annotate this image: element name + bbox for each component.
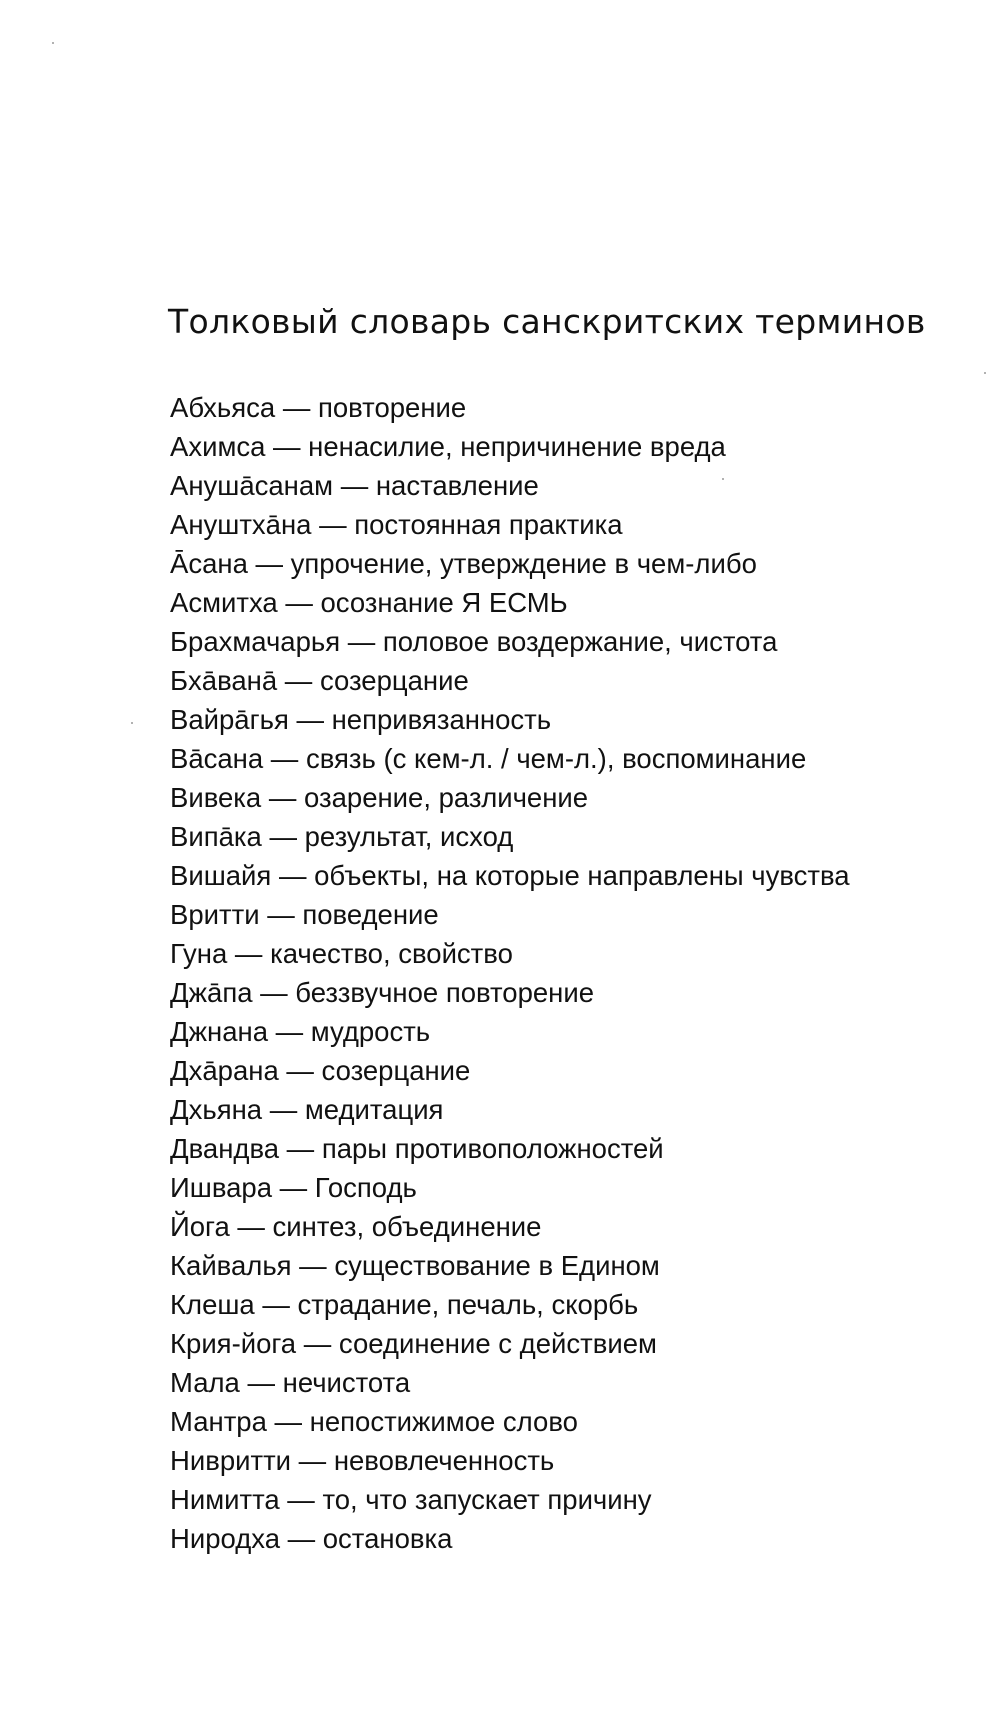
glossary-entry: Анушāсанам — наставление: [170, 470, 539, 501]
glossary-entry: Ануштхāна — постоянная практика: [170, 509, 623, 540]
glossary-entry: Асмитха — осознание Я ЕСМЬ: [170, 587, 568, 618]
glossary-entry: Дхьяна — медитация: [170, 1094, 444, 1125]
glossary-list: [170, 388, 970, 1558]
glossary-entry: Кайвалья — существование в Едином: [170, 1250, 660, 1281]
glossary-entry: Джнана — мудрость: [170, 1016, 431, 1047]
glossary-entry: Нимитта — то, что запускает причину: [170, 1484, 652, 1515]
glossary-entry: Ишвара — Господь: [170, 1172, 417, 1203]
glossary-entry: Джāпа — беззвучное повторение: [170, 977, 595, 1008]
glossary-entry: Гуна — качество, свойство: [170, 938, 513, 969]
glossary-entry: Крия-йога — соединение с действием: [170, 1328, 657, 1359]
glossary-entry: Клеша — страдание, печаль, скорбь: [170, 1289, 639, 1320]
glossary-entry: Йога — синтез, объединение: [170, 1211, 542, 1242]
page-title: Толковый словарь санскритских терминов: [168, 302, 926, 341]
glossary-entry: Мантра — непостижимое слово: [170, 1406, 578, 1437]
glossary-entry: Брахмачарья — половое воздержание, чистота: [170, 626, 778, 657]
scan-speck: [52, 42, 54, 44]
scan-speck: [984, 372, 986, 374]
glossary-entry: Вритти — поведение: [170, 899, 439, 930]
glossary-entry: Абхьяса — повторение: [170, 392, 467, 423]
glossary-entry: Ниродха — остановка: [170, 1523, 453, 1554]
glossary-entry: Ахимса — ненасилие, непричинение вреда: [170, 431, 726, 462]
glossary-entry: Вайрāгья — непривязанность: [170, 704, 552, 735]
glossary-entry: Вишайя — объекты, на которые направлены чувства: [170, 860, 850, 891]
glossary-entry: Мала — нечистота: [170, 1367, 411, 1398]
glossary-entry: Дхāрана — созерцание: [170, 1055, 471, 1086]
glossary-entry: Двандва — пары противоположностей: [170, 1133, 664, 1164]
glossary-entry: Вāсана — связь (с кем-л. / чем-л.), воспоминание: [170, 743, 807, 774]
glossary-entry: Āсана — упрочение, утверждение в чем-либо: [170, 548, 757, 579]
glossary-entry: Випāка — результат, исход: [170, 821, 514, 852]
glossary-entry: Нивритти — невовлеченность: [170, 1445, 555, 1476]
scan-speck: [131, 722, 133, 724]
glossary-entry: Вивека — озарение, различение: [170, 782, 589, 813]
glossary-entry: Бхāванā — созерцание: [170, 665, 469, 696]
